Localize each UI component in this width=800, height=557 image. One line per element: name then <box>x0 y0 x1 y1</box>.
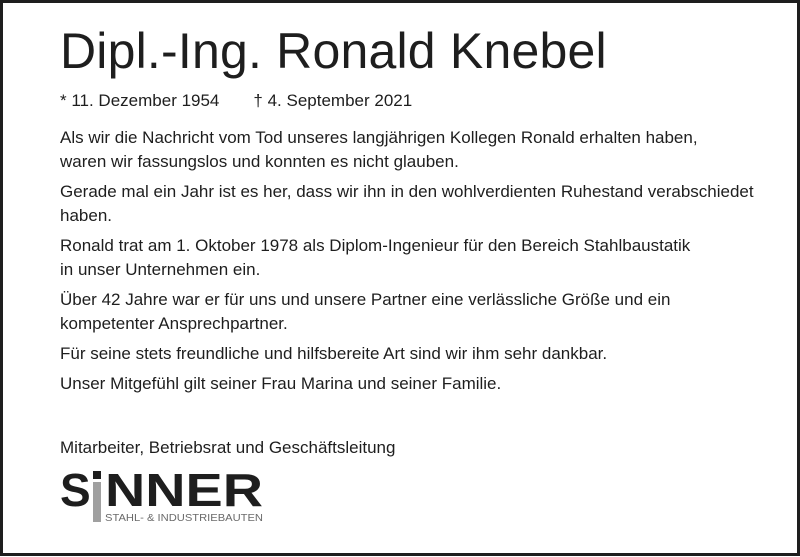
death-date: † 4. September 2021 <box>253 91 413 110</box>
paragraph-retirement: Gerade mal ein Jahr ist es her, dass wir ihn in den wohlverdienten Ruhestand verabschiedet haben. <box>60 182 754 225</box>
birth-date: * 11. Dezember 1954 <box>60 91 220 110</box>
svg-text:S: S <box>60 467 91 516</box>
life-dates <box>60 90 760 112</box>
paragraph-gratitude: Für seine stets freundliche und hilfsbereite Art sind wir ihm sehr dankbar. <box>60 344 608 363</box>
signature: Mitarbeiter, Betriebsrat und Geschäftsleitung <box>60 438 396 457</box>
company-logo <box>60 467 280 527</box>
svg-text:NNER: NNER <box>105 467 263 516</box>
obituary-notice <box>60 22 760 402</box>
paragraph-condolences: Unser Mitgefühl gilt seiner Frau Marina und seiner Familie. <box>60 374 502 393</box>
paragraph-news: Als wir die Nachricht vom Tod unseres langjährigen Kollegen Ronald erhalten haben, waren wir fassungslos und konnten es nicht glauben. <box>60 128 698 171</box>
notice-body <box>60 126 760 396</box>
paragraph-career-start: Ronald trat am 1. Oktober 1978 als Diplom-Ingenieur für den Bereich Stahlbaustatik in unser Unternehmen ein. <box>60 236 691 279</box>
deceased-name: Dipl.-Ing. Ronald Knebel <box>60 23 607 79</box>
paragraph-years-of-service: Über 42 Jahre war er für uns und unsere Partner eine verlässliche Größe und ein kompetenter Ansprechpartner. <box>60 290 671 333</box>
logo-tagline: STAHL- & INDUSTRIEBAUTEN <box>105 512 263 524</box>
